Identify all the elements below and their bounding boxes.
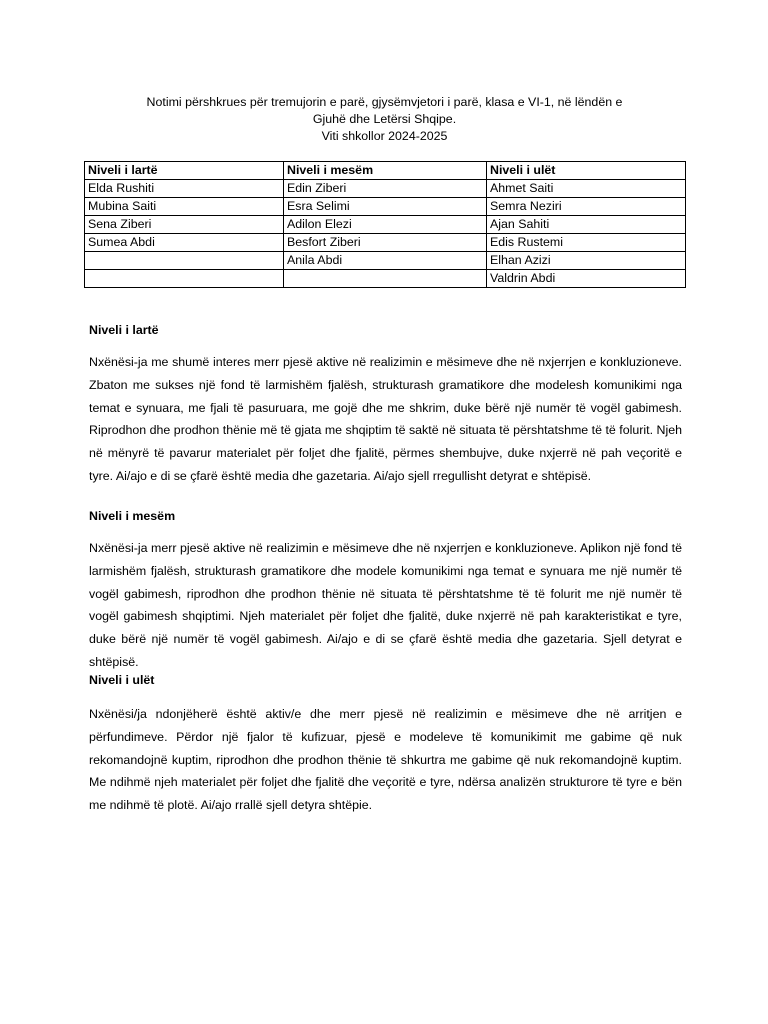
table-cell: Sumea Abdi	[85, 234, 284, 252]
section-text-high: Nxënësi-ja me shumë interes merr pjesë aktive në realizimin e mësimeve dhe në nxjerrjen e konkluzioneve. Zbaton me sukses një fond të larmishëm fjalësh, strukturash gramatikore dhe modelesh komunikimi nga temat e synuara, me fjali të pasuruara, me gojë dhe me shkrim, duke bërë një numër të vogël gabimesh. Riprodhon dhe prodhon thënie më të gjata me shqiptim të saktë në situata të përshtatshme të të folurit. Njeh në mënyrë të pavarur materialet për foljet dhe fjalitë, përmes shembujve, duke nxjerrë në pah veçoritë e tyre. Ai/ajo e di se çfarë është media dhe gazetaria. Ai/ajo sjell rregullisht detyrat e shtëpisë.	[89, 355, 682, 483]
levels-table	[84, 161, 686, 288]
section-text-mid: Nxënësi-ja merr pjesë aktive në realizimin e mësimeve dhe në nxjerrjen e konkluzioneve. Aplikon një fond të larmishëm fjalësh, strukturash gramatikore dhe modele komunikimi nga temat e synuara me një numër të vogël gabimesh, riprodhon dhe prodhon thënie në situata të përshtatshme të të folurit me një numër të vogël gabimesh shqiptimi. Njeh materialet për foljet dhe fjalitë, duke nxjerrë në pah karakteristikat e tyre, duke bërë një numër të vogël gabimesh. Ai/ajo e di se çfarë është media dhe gazetaria. Sjell detyrat e shtëpisë.	[89, 541, 682, 669]
section-text-low: Nxënësi/ja ndonjëherë është aktiv/e dhe merr pjesë në realizimin e mësimeve dhe në arritjen e përfundimeve. Përdor një fjalor të kufizuar, pjesë e modeleve të komunikimit me gabime që nuk rekomandojnë kuptim, riprodhon dhe prodhon thënie të shkurtra me gabime që nuk rekomandojnë kuptim. Me ndihmë njeh materialet për foljet dhe fjalitë dhe veçoritë e tyre, ndërsa analizën strukturore të tyre e bën me ndihmë të plotë. Ai/ajo rrallë sjell detyra shtëpie.	[89, 707, 682, 813]
table-cell: Edis Rustemi	[487, 234, 686, 252]
table-cell: Semra Neziri	[487, 198, 686, 216]
section-heading-mid: Niveli i mesëm	[89, 509, 176, 523]
table-cell	[284, 270, 487, 288]
table-cell: Esra Selimi	[284, 198, 487, 216]
table-row	[85, 252, 686, 270]
title-line-1: Notimi përshkrues për tremujorin e parë, gjysëmvjetori i parë, klasa e VI-1, në lëndën e	[146, 95, 623, 109]
section-heading-high: Niveli i lartë	[89, 323, 159, 337]
header-mid-level: Niveli i mesëm	[284, 162, 487, 180]
table-cell	[85, 270, 284, 288]
table-row	[85, 270, 686, 288]
table-row	[85, 180, 686, 198]
table-cell: Valdrin Abdi	[487, 270, 686, 288]
section-heading-low: Niveli i ulët	[89, 673, 155, 687]
table-cell: Anila Abdi	[284, 252, 487, 270]
header-high-level: Niveli i lartë	[85, 162, 284, 180]
table-cell: Elhan Azizi	[487, 252, 686, 270]
title-line-3: Viti shkollor 2024-2025	[321, 129, 448, 143]
table-header-row	[85, 162, 686, 180]
header-low-level: Niveli i ulët	[487, 162, 686, 180]
table-cell	[85, 252, 284, 270]
table-cell: Mubina Saiti	[85, 198, 284, 216]
table-cell: Elda Rushiti	[85, 180, 284, 198]
document-title	[84, 94, 685, 145]
table-row	[85, 198, 686, 216]
table-cell: Ajan Sahiti	[487, 216, 686, 234]
table-cell: Edin Ziberi	[284, 180, 487, 198]
table-cell: Sena Ziberi	[85, 216, 284, 234]
table-row	[85, 234, 686, 252]
table-cell: Adilon Elezi	[284, 216, 487, 234]
table-cell: Ahmet Saiti	[487, 180, 686, 198]
title-line-2: Gjuhë dhe Letërsi Shqipe.	[312, 112, 457, 126]
table-cell: Besfort Ziberi	[284, 234, 487, 252]
table-row	[85, 216, 686, 234]
